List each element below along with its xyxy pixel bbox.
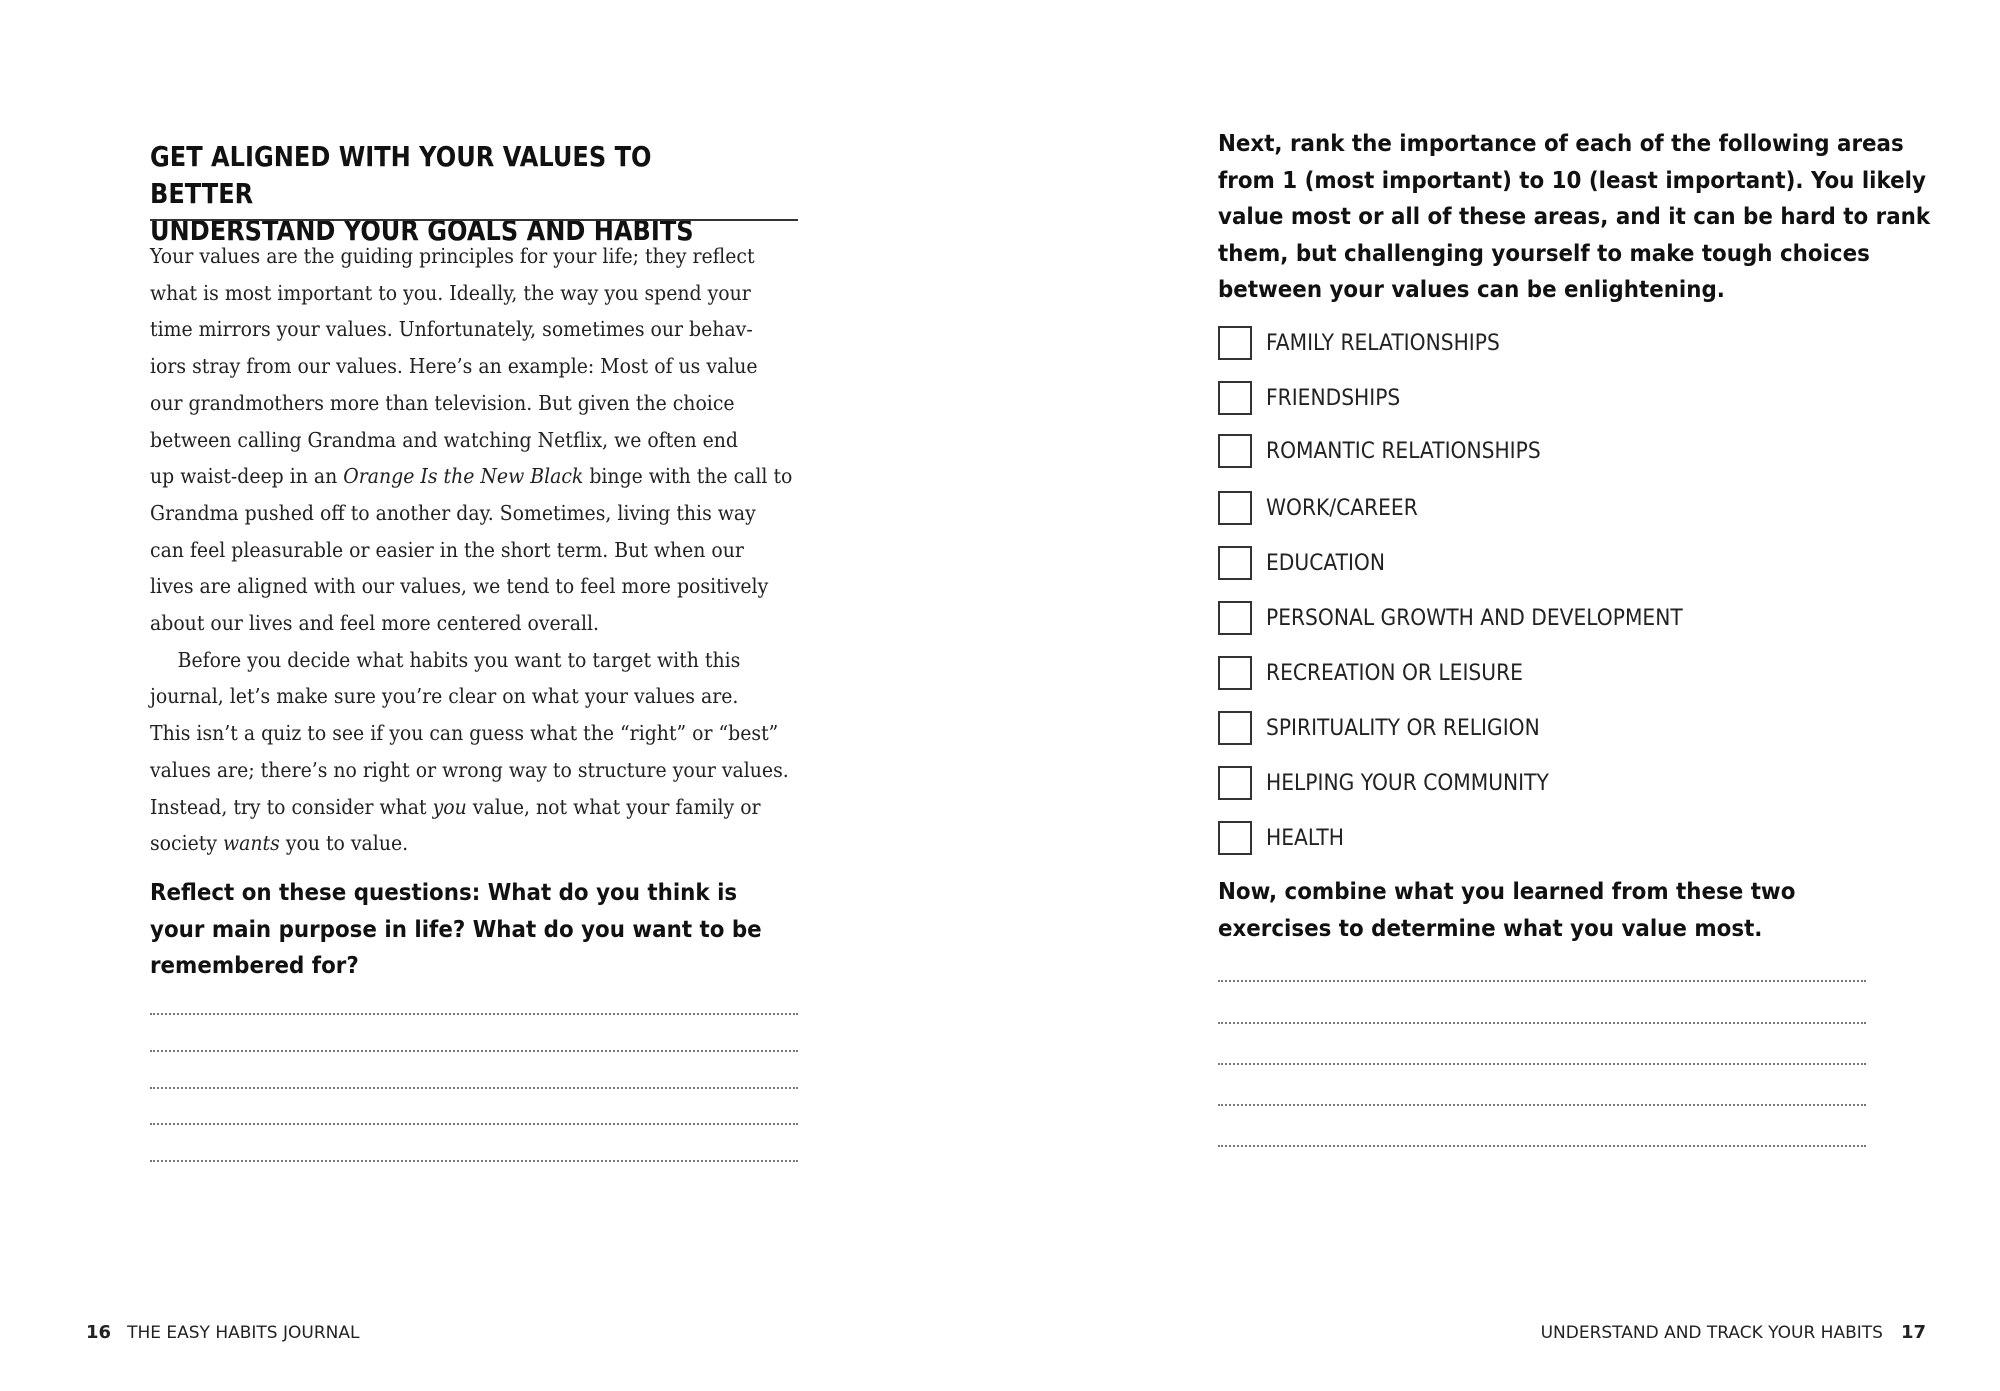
combine-prompt <box>1218 874 1795 947</box>
body-line: journal, let’s make sure you’re clear on what your values are. <box>150 684 739 709</box>
body-line: time mirrors your values. Unfortunately, sometimes our behav- <box>150 317 753 342</box>
body-line: This isn’t a quiz to see if you can guess what the “right” or “best” <box>150 721 779 746</box>
body-line <box>150 458 793 495</box>
prompt-line: Now, combine what you learned from these two <box>1218 879 1796 905</box>
body-line: our grandmothers more than television. But given the choice <box>150 390 735 415</box>
body-line: between calling Grandma and watching Netflix, we often end <box>150 427 738 452</box>
value-area-label: SPIRITUALITY OR RELIGION <box>1266 716 1540 741</box>
prompt-line: exercises to determine what you value most. <box>1218 915 1763 942</box>
instruction-line: value most or all of these areas, and it can be hard to rank <box>1218 204 1931 231</box>
writing-line[interactable] <box>150 1160 798 1162</box>
body-line <box>150 789 761 826</box>
writing-line[interactable] <box>1218 1022 1866 1024</box>
value-area-label: WORK/CAREER <box>1266 496 1418 521</box>
body-text-segment: Instead, try to consider what <box>150 794 433 819</box>
body-text-segment: up waist-deep in an <box>150 464 344 489</box>
page-number: 16 <box>86 1322 112 1343</box>
body-line: values are; there’s no right or wrong way to structure your values. <box>150 757 789 782</box>
body-line: can feel pleasurable or easier in the short term. But when our <box>150 537 744 562</box>
body-text-segment: society <box>150 831 224 856</box>
writing-line[interactable] <box>150 1123 798 1125</box>
heading-rule <box>150 219 798 221</box>
rank-checkbox[interactable] <box>1218 546 1252 580</box>
value-area-label: FRIENDSHIPS <box>1266 386 1401 411</box>
page-number: 17 <box>1900 1322 1926 1343</box>
body-text-segment: value, not what your family or <box>466 794 761 819</box>
prompt-line: remembered for? <box>150 953 359 980</box>
rank-checkbox[interactable] <box>1218 821 1252 855</box>
chapter-title: UNDERSTAND AND TRACK YOUR HABITS <box>1540 1323 1883 1343</box>
rank-checkbox[interactable] <box>1218 326 1252 360</box>
value-area-label: FAMILY RELATIONSHIPS <box>1266 331 1500 356</box>
italic-emphasis: wants <box>223 831 280 856</box>
writing-line[interactable] <box>1218 1063 1866 1065</box>
body-line: Grandma pushed off to another day. Sometimes, living this way <box>150 500 756 525</box>
body-line: lives are aligned with our values, we tend to feel more positively <box>150 574 769 599</box>
section-heading <box>150 138 709 249</box>
body-line: Before you decide what habits you want to target with this <box>177 647 741 672</box>
rank-checkbox[interactable] <box>1218 711 1252 745</box>
footer-left <box>86 1322 359 1343</box>
writing-line[interactable] <box>1218 980 1866 982</box>
italic-emphasis: you <box>432 794 467 819</box>
rank-checkbox[interactable] <box>1218 381 1252 415</box>
body-text <box>150 238 793 862</box>
rank-checkbox[interactable] <box>1218 491 1252 525</box>
instruction-line: them, but challenging yourself to make tough choices <box>1218 240 1870 267</box>
reflection-prompt <box>150 875 762 985</box>
body-text-segment: binge with the call to <box>583 464 793 489</box>
value-area-label: HEALTH <box>1266 826 1344 851</box>
writing-line[interactable] <box>1218 1145 1866 1147</box>
right-page <box>1000 0 2000 1391</box>
body-text-segment: you to value. <box>279 831 409 856</box>
value-area-label: HELPING YOUR COMMUNITY <box>1266 771 1549 796</box>
body-line: what is most important to you. Ideally, the way you spend your <box>150 280 751 305</box>
body-line <box>150 825 757 862</box>
writing-line[interactable] <box>150 1013 798 1015</box>
heading-line: UNDERSTAND YOUR GOALS AND HABITS <box>150 214 694 247</box>
heading-line: GET ALIGNED WITH YOUR VALUES TO BETTER <box>150 140 652 210</box>
instruction-line: between your values can be enlightening. <box>1218 277 1725 304</box>
body-line: iors stray from our values. Here’s an example: Most of us value <box>150 354 758 379</box>
rank-instructions <box>1218 126 1930 309</box>
body-line: about our lives and feel more centered overall. <box>150 611 600 636</box>
value-area-label: RECREATION OR LEISURE <box>1266 661 1523 686</box>
rank-checkbox[interactable] <box>1218 601 1252 635</box>
writing-line[interactable] <box>150 1050 798 1052</box>
rank-checkbox[interactable] <box>1218 766 1252 800</box>
italic-emphasis: Orange Is the New Black <box>343 464 584 489</box>
rank-checkbox[interactable] <box>1218 434 1252 468</box>
value-area-label: ROMANTIC RELATIONSHIPS <box>1266 439 1541 464</box>
rank-checkbox[interactable] <box>1218 656 1252 690</box>
instruction-line: from 1 (most important) to 10 (least important). You likely <box>1218 167 1926 194</box>
prompt-line: your main purpose in life? What do you want to be <box>150 916 762 943</box>
value-area-label: PERSONAL GROWTH AND DEVELOPMENT <box>1266 606 1683 631</box>
instruction-line: Next, rank the importance of each of the following areas <box>1218 131 1904 157</box>
body-line: Your values are the guiding principles for your life; they reflect <box>150 244 755 268</box>
footer-right <box>1541 1322 1926 1343</box>
prompt-line: Reflect on these questions: What do you think is <box>150 880 738 906</box>
book-title: THE EASY HABITS JOURNAL <box>127 1323 360 1343</box>
writing-line[interactable] <box>1218 1104 1866 1106</box>
value-area-label: EDUCATION <box>1266 551 1386 576</box>
writing-line[interactable] <box>150 1087 798 1089</box>
